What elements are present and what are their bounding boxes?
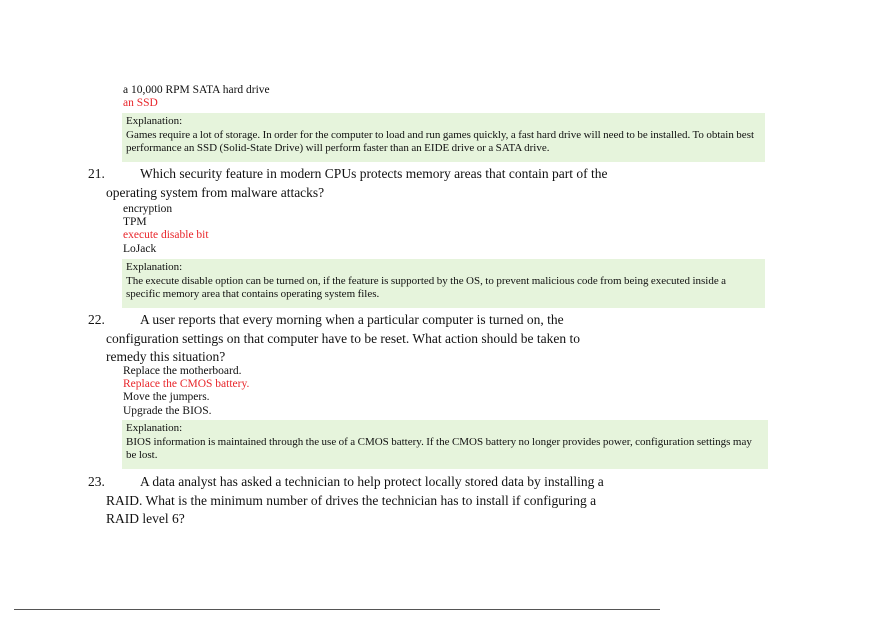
q20-option-1: a 10,000 RPM SATA hard drive — [123, 84, 270, 96]
q23-line2: RAID. What is the minimum number of drives the technician has to install if configuring a — [106, 492, 597, 508]
q23-line1: A data analyst has asked a technician to help protect locally stored data by installing a — [140, 474, 604, 489]
q21-line2: operating system from malware attacks? — [106, 184, 325, 200]
q22-option-2-correct: Replace the CMOS battery. — [123, 378, 250, 390]
q22-line2: configuration settings on that computer have to be reset. What action should be taken to — [106, 330, 580, 346]
q20-explanation-text: Games require a lot of storage. In order for the computer to load and run games quickly, a fast hard drive will need to be installed. To obtain best performance an SSD (Solid-State Drive) will perform faster than an EIDE drive or a SATA drive. — [126, 128, 755, 154]
q22-number: 22. — [88, 312, 105, 327]
footer-rule — [14, 609, 660, 610]
q21-question — [88, 165, 648, 202]
q21-option-1: encryption — [123, 203, 173, 215]
q22-line3: remedy this situation? — [106, 349, 226, 364]
q23-line3: RAID level 6? — [106, 511, 185, 526]
q23-question — [88, 473, 648, 529]
q22-option-4: Upgrade the BIOS. — [123, 405, 212, 417]
q21-explanation-label: Explanation: — [126, 261, 183, 273]
q21-explanation-text: The execute disable option can be turned on, if the feature is supported by the OS, to prevent malicious code from being executed inside a specific memory area that contains operating system files. — [126, 274, 727, 300]
q22-question — [88, 311, 648, 367]
q21-option-3-correct: execute disable bit — [123, 229, 209, 241]
q21-explanation-box — [122, 259, 765, 308]
q21-line1: Which security feature in modern CPUs protects memory areas that contain part of the — [140, 166, 608, 181]
q20-explanation-box — [122, 113, 765, 162]
q20-explanation-label: Explanation: — [126, 115, 183, 127]
q21-option-2: TPM — [123, 216, 147, 228]
q22-explanation-text: BIOS information is maintained through the use of a CMOS battery. If the CMOS battery no longer provides power, configuration settings may be lost. — [126, 435, 752, 461]
q22-option-3: Move the jumpers. — [123, 391, 210, 403]
q23-number: 23. — [88, 474, 105, 489]
q22-option-1: Replace the motherboard. — [123, 365, 242, 377]
q21-option-4: LoJack — [123, 243, 157, 255]
q20-option-2-correct: an SSD — [123, 97, 158, 109]
q22-line1: A user reports that every morning when a particular computer is turned on, the — [140, 312, 564, 327]
q22-explanation-label: Explanation: — [126, 422, 183, 434]
q22-explanation-box — [122, 420, 768, 469]
q21-number: 21. — [88, 166, 105, 181]
